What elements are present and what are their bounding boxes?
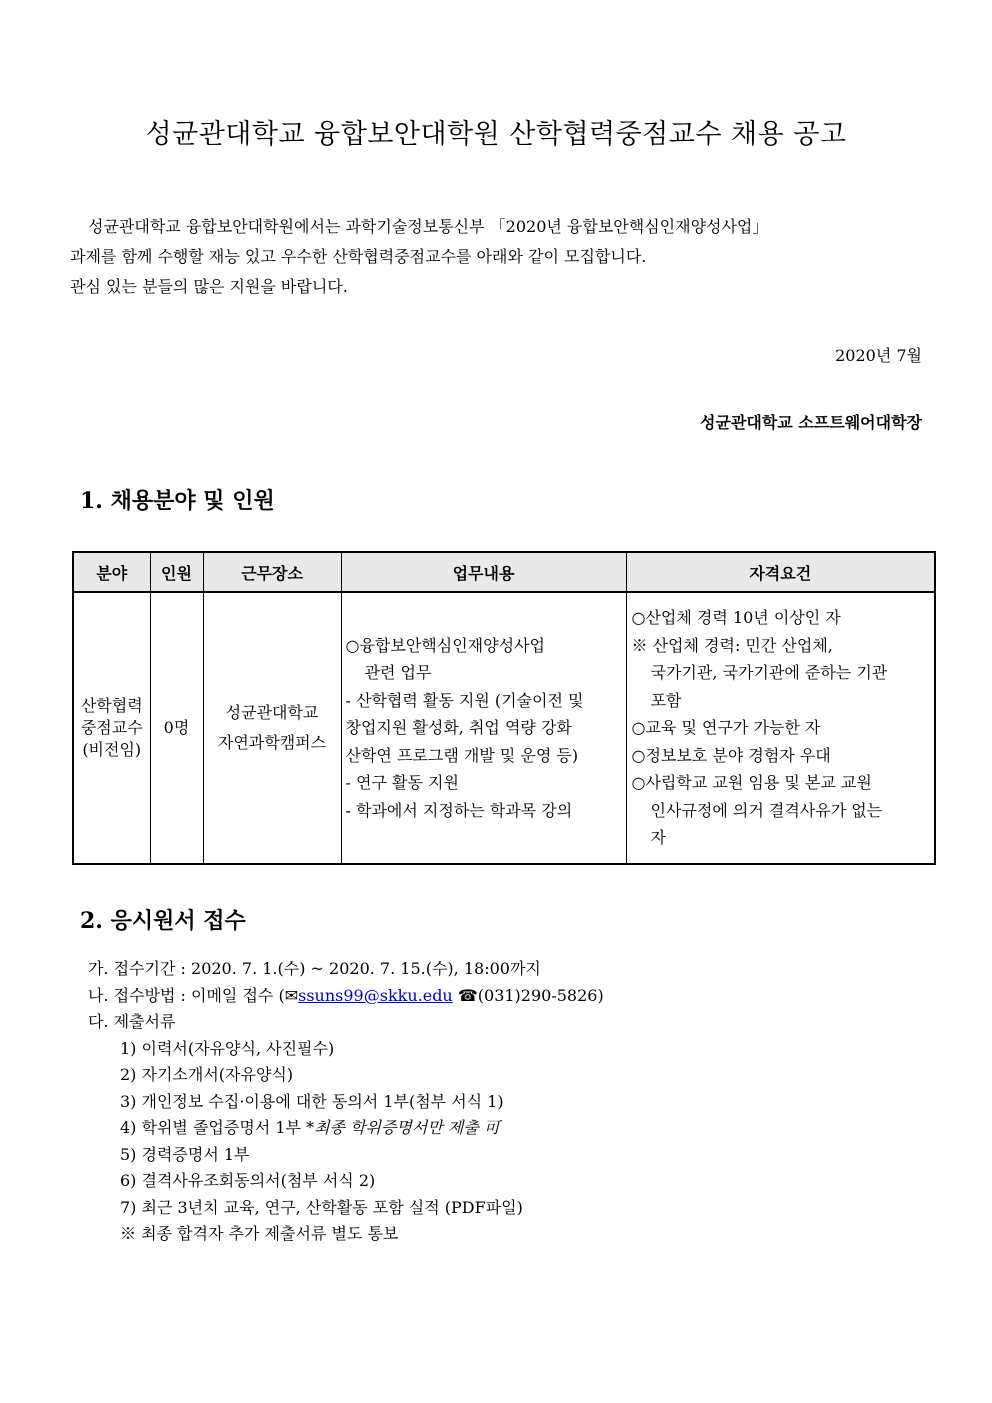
- qualification-line: ○산업체 경력 10년 이상인 자: [631, 608, 841, 628]
- document-item: 6) 결격사유조회동의서(첨부 서식 2): [120, 1171, 376, 1190]
- column-header: 인원: [150, 552, 203, 592]
- envelope-icon: ✉: [284, 985, 299, 1005]
- section-heading: 2. 응시원서 접수: [80, 908, 246, 934]
- cell-field: [73, 592, 150, 864]
- document-item: [88, 1115, 604, 1142]
- duty-line: - 산학협력 활동 지원 (기술이전 및: [345, 690, 584, 710]
- column-header: 업무내용: [341, 552, 626, 592]
- duty-line: 산학연 프로그램 개발 및 운영 등): [345, 745, 579, 765]
- intro-paragraph: [70, 212, 930, 302]
- signer: 성균관대학교 소프트웨어대학장: [700, 413, 922, 432]
- cell-count: 0명: [150, 592, 203, 864]
- page-title: 성균관대학교 융합보안대학원 산학협력중점교수 채용 공고: [145, 119, 847, 150]
- phone-icon: ☎: [457, 985, 478, 1005]
- table-row: [73, 592, 935, 864]
- document-item: 5) 경력증명서 1부: [120, 1144, 250, 1164]
- cell-location: [203, 592, 341, 864]
- column-header: 분야: [73, 552, 150, 592]
- cell-qualifications: [626, 592, 935, 864]
- intro-line: 과제를 함께 수행할 재능 있고 우수한 산학협력중점교수를 아래와 같이 모집합니다.: [70, 247, 647, 266]
- field-line: 중점교수: [80, 718, 143, 737]
- intro-line: 성균관대학교 융합보안대학원에서는 과학기술정보통신부 「2020년 융합보안핵심인재양성사업」: [88, 217, 769, 236]
- documents-heading: 다. 제출서류: [88, 1012, 176, 1031]
- qualification-line: ○사립학교 교원 임용 및 본교 교원: [631, 773, 872, 793]
- email-link[interactable]: ssuns99@skku.edu: [298, 985, 453, 1005]
- qualification-line: ○교육 및 연구가 가능한 자: [631, 718, 821, 738]
- intro-line: 관심 있는 분들의 많은 지원을 바랍니다.: [70, 277, 348, 296]
- application-method: [88, 983, 604, 1010]
- qualification-line: 인사규정에 의거 결격사유가 없는: [650, 800, 883, 820]
- duty-line: 관련 업무: [364, 663, 432, 683]
- document-item: 3) 개인정보 수집·이용에 대한 동의서 1부(첨부 서식 1): [120, 1091, 504, 1111]
- application-details: [88, 956, 604, 1248]
- duty-line: 창업지원 활성화, 취업 역량 강화: [345, 718, 572, 738]
- application-period: 가. 접수기간 : 2020. 7. 1.(수) ~ 2020. 7. 15.(수), 18:00까지: [88, 959, 541, 978]
- qualification-line: 국가기관, 국가기관에 준하는 기관: [650, 663, 888, 683]
- qualification-line: 포함: [650, 690, 682, 710]
- duty-line: ○융합보안핵심인재양성사업: [345, 635, 545, 655]
- method-label: 나. 접수방법 : 이메일 접수 (: [88, 985, 285, 1005]
- final-note: ※ 최종 합격자 추가 제출서류 별도 통보: [120, 1224, 399, 1243]
- location-line: 성균관대학교: [225, 703, 319, 722]
- column-header: 자격요건: [626, 552, 935, 592]
- field-line: (비전임): [82, 740, 142, 759]
- field-line: 산학협력: [80, 696, 143, 715]
- document-item: 2) 자기소개서(자유양식): [120, 1065, 294, 1084]
- section-heading: 1. 채용분야 및 인원: [80, 488, 275, 514]
- recruitment-table: [72, 551, 936, 865]
- duty-line: - 연구 활동 지원: [345, 773, 459, 793]
- column-header: 근무장소: [203, 552, 341, 592]
- qualification-line: ※ 산업체 경력: 민간 산업체,: [631, 635, 833, 655]
- qualification-line: ○정보보호 분야 경험자 우대: [631, 745, 831, 765]
- document-item: 7) 최근 3년치 교육, 연구, 산학활동 포함 실적 (PDF파일): [120, 1197, 523, 1217]
- document-note: *최종 학위증명서만 제출 可: [306, 1118, 500, 1137]
- document-item: 1) 이력서(자유양식, 사진필수): [120, 1038, 335, 1058]
- document-item-text: 4) 학위별 졸업증명서 1부: [120, 1118, 307, 1137]
- table-header-row: [73, 552, 935, 592]
- phone-number: (031)290-5826): [477, 985, 604, 1005]
- cell-duties: [341, 592, 626, 864]
- qualification-line: 자: [650, 828, 666, 848]
- notice-date: 2020년 7월: [835, 346, 922, 365]
- location-line: 자연과학캠퍼스: [217, 733, 327, 752]
- duty-line: - 학과에서 지정하는 학과목 강의: [345, 800, 573, 820]
